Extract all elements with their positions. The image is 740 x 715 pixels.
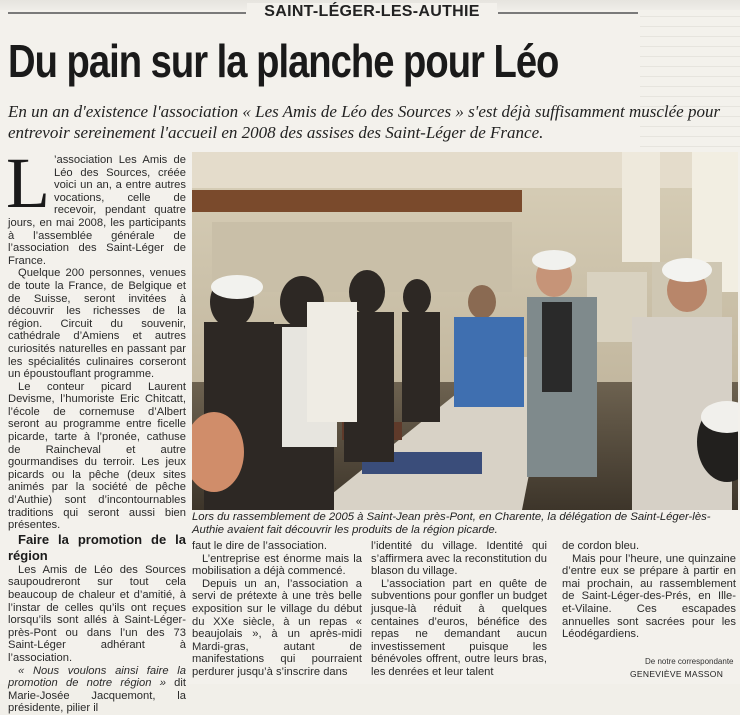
paragraph: Mais pour l’heure, une quinzaine d’entre eux se prépare à partir en mai prochain, au rassemblement de Saint-Léger-des-Prés, en Ille-et-Vilaine. Ces escapades annuelles sont sacrées pour les Léodégardiens. bbox=[562, 552, 736, 641]
paragraph: l’identité du village. Identité qui s’affirmera avec la reconstitution du blason du village. bbox=[371, 540, 547, 578]
paragraph: de cordon bleu. bbox=[562, 540, 640, 552]
article-column-1 bbox=[6, 143, 186, 715]
subheading: Faire la promotion de la région bbox=[8, 531, 186, 563]
article-photo bbox=[192, 152, 738, 510]
article-column-2 bbox=[192, 540, 362, 679]
paragraph-text: dit Marie-Josée Jacquemont, la présidente, pilier il bbox=[8, 677, 186, 715]
paragraph-quote bbox=[8, 665, 186, 715]
paragraph: L’entreprise est énorme mais la mobilisation a déjà commencé. bbox=[192, 552, 362, 578]
photo-illustration bbox=[192, 152, 738, 510]
standfirst: En un an d'existence l'association « Les Amis de Léo des Sources » s'est déjà suffisamment musclée pour entrevoir sereinement l'accueil en 2008 des assises des Saint-Léger de France. bbox=[8, 102, 721, 142]
paragraph-intro bbox=[6, 143, 186, 267]
paragraph: Depuis un an, l’association a servi de prétexte à une très belle exposition sur le village du début du XXe siècle, à un repas « beaujolais », à un après-midi Mardi-gras, autant de manifestations qui pourraient perdurer jusqu’à s’inscrire dans bbox=[192, 577, 362, 678]
paragraph-text: ’association Les Amis de Léo des Sources, créée voici un an, a entre autres vocations, celle de recevoir, pendant quatre jours, en mai 2008, les participants à l’assemblée générale de l’association des Saint-Léger de France. bbox=[8, 154, 186, 267]
drop-cap: L bbox=[6, 143, 50, 223]
paragraph: faut le dire de l’association. bbox=[192, 540, 327, 552]
paragraph: Les Amis de Léo des Sources saupoudreront sur tout cela beaucoup de chaleur et d’amitié, à l’instar de celles qu’ils ont reçues lorsqu’ils sont allés à Saint-Léger-près-Pont ou dans l’un des 73 Saint-Léger adhérant à l’association. bbox=[8, 563, 186, 664]
paragraph: Quelque 200 personnes, venues de toute la France, de Belgique et de Suisse, seront invitées à découvrir les richesses de la région. Circuit du souvenir, cathédrale d’Amiens et autres curiosités naturelles en passant par les spécialités culinaires corseront un époustouflant programme. bbox=[8, 267, 186, 381]
quote-text: « Nous voulons ainsi faire la promotion de notre région » bbox=[8, 664, 186, 690]
paragraph: L’association part en quête de subventions pour gonfler un budget jusque-là réduit à quelques centaines d’euros, bénéfice des repas ne demandant aucun investissement puisque les bénévoles offrent, outre leurs bras, les denrées et leur talent bbox=[371, 577, 547, 678]
kicker-location: SAINT-LÉGER-LES-AUTHIE bbox=[247, 3, 497, 21]
article-column-4 bbox=[562, 540, 736, 641]
kicker-rule-right bbox=[498, 12, 638, 14]
kicker-rule-left bbox=[8, 12, 246, 14]
byline-name: GENEVIÈVE MASSON bbox=[630, 669, 724, 679]
paragraph: Le conteur picard Laurent Devisme, l’humoriste Eric Chitcatt, l’école de cornemuse d’Albert seront au programme entre ficelle picarde, tarte à l’pronée, cathuse de Raincheval et autre gourmandises du terroir. Les jeux picards ou la pêche (deux sites animés par la société de pêche d’Authie) sont d’incontournables traditions qui seront aussi bien présentes. bbox=[8, 380, 186, 532]
photo-caption: Lors du rassemblement de 2005 à Saint-Jean près-Pont, en Charente, la délégation de Saint-Léger-lès-Authie avaient fait découvrir les produits de la région picarde. bbox=[192, 511, 711, 536]
article-column-3 bbox=[371, 540, 547, 679]
byline-label: De notre correspondante bbox=[645, 657, 734, 666]
headline: Du pain sur la planche pour Léo bbox=[8, 35, 559, 87]
